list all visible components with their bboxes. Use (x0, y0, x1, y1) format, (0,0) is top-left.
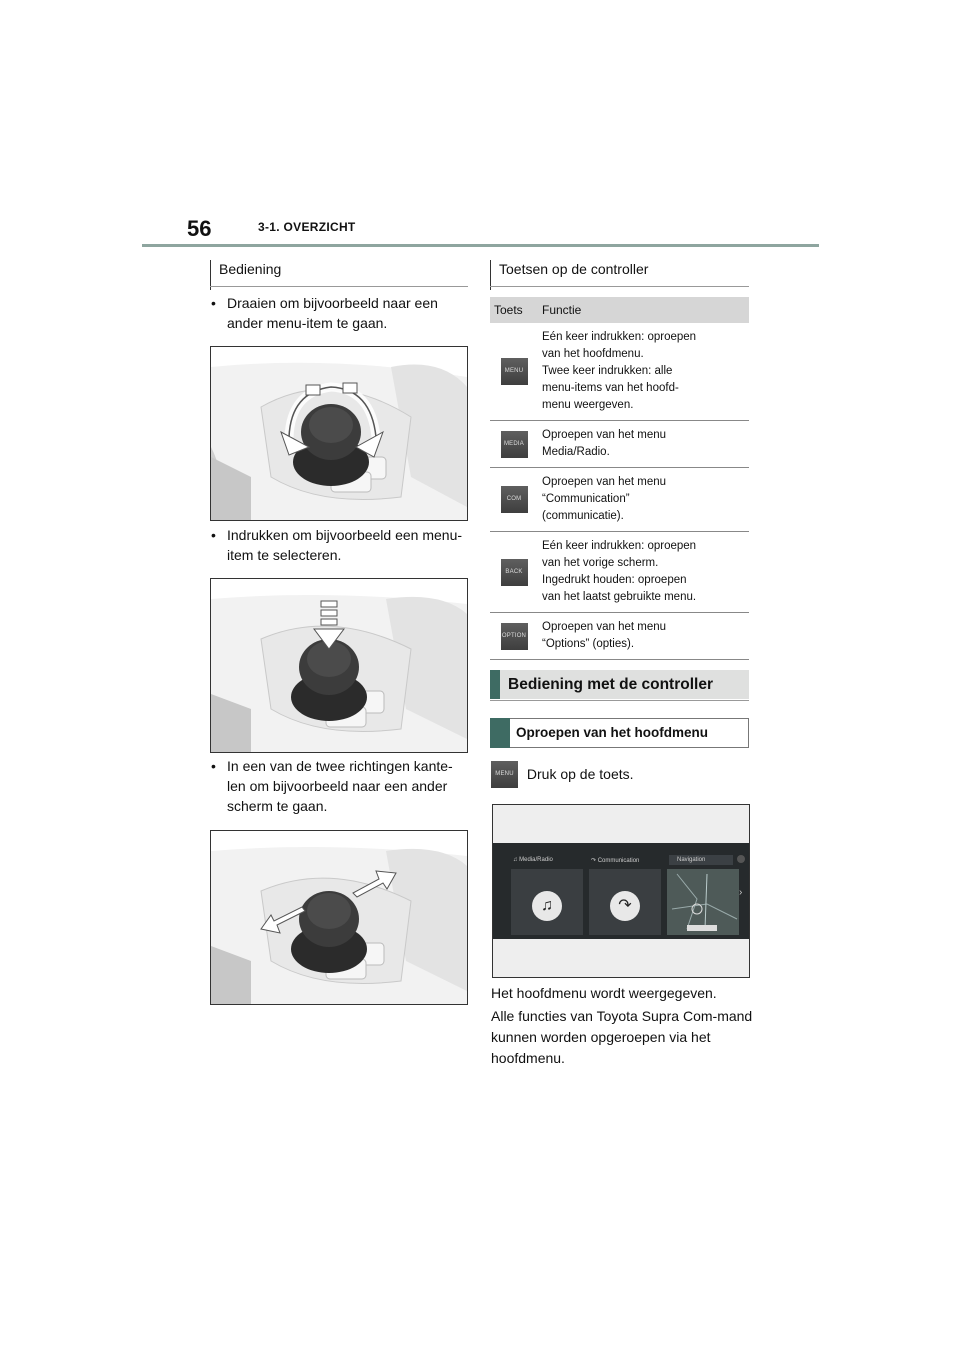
screen-tab-media: ♫ Media/Radio (513, 857, 553, 863)
screen-tab-communication: ↷ Communication (591, 858, 640, 864)
section-heading (490, 670, 749, 699)
section-heading-rule (490, 700, 749, 701)
table-row (490, 613, 749, 660)
left-heading-rule (210, 286, 468, 287)
paragraph-description: Alle functies van Toyota Supra Com-mand kunnen worden opgeroepen via het hoofdmenu. (491, 1008, 753, 1066)
phone-small-icon: ↷ (591, 858, 597, 864)
step-heading (490, 718, 749, 748)
menu-key-icon: MENU (491, 761, 518, 788)
option-key-icon: OPTION (501, 623, 528, 650)
bullet-rotate (211, 293, 469, 333)
row-function: Eén keer indrukken: oproepen van het vorige scherm. Ingedrukt houden: oproepen van het laatst gebruikte menu. (538, 532, 749, 613)
bullet-rotate-text: Draaien om bijvoorbeeld naar een ander menu-item te gaan. (227, 295, 438, 331)
page-number: 56 (187, 216, 212, 241)
bullet-press-text: Indrukken om bijvoorbeeld een menu-item te selecteren. (227, 527, 463, 563)
music-note-icon: ♫ (513, 857, 518, 863)
keys-table-header (490, 297, 749, 323)
table-row (490, 421, 749, 468)
media-key-icon: MEDIA (501, 431, 528, 458)
controller-rotate-image (210, 346, 468, 521)
row-function: Eén keer indrukken: oproepen van het hoofdmenu. Twee keer indrukken: alle menu-items van het hoofd- menu weergeven. (538, 323, 749, 421)
chevron-right-icon: › (739, 887, 743, 898)
keys-col-key: Toets (490, 297, 538, 323)
back-key-icon: BACK (501, 559, 528, 586)
right-heading-text: Toetsen op de controller (499, 261, 649, 277)
media-tile (511, 869, 583, 935)
controller-press-image (210, 578, 468, 753)
controller-tilt-image (210, 830, 468, 1005)
paragraph-result: Het hoofdmenu wordt weergegeven. (491, 985, 717, 1001)
controller-press-illustration (211, 579, 467, 752)
bullet-dot: • (211, 758, 216, 774)
bullet-press (211, 525, 469, 565)
screen-tab-navigation: Navigation (669, 855, 733, 865)
screen-settings-icon (737, 855, 745, 863)
controller-tilt-illustration (211, 831, 467, 1004)
right-heading-rule (490, 286, 749, 287)
phone-icon: ↷ (610, 891, 640, 921)
map-icon (667, 869, 739, 935)
keys-table (490, 297, 749, 660)
main-menu-screen-image (492, 804, 750, 978)
music-note-icon: ♫ (532, 891, 562, 921)
header-rule (142, 244, 819, 247)
section-title: 3-1. OVERZICHT (258, 220, 356, 234)
step-instruction-text: Druk op de toets. (526, 766, 634, 782)
left-heading-text: Bediening (219, 261, 282, 277)
row-function: Oproepen van het menu “Communication” (communicatie). (538, 468, 749, 532)
bullet-tilt-text: In een van de twee richtingen kante-len om bijvoorbeeld naar een ander scherm te gaan. (227, 758, 453, 814)
bullet-dot: • (211, 295, 216, 311)
keys-col-function: Functie (538, 297, 749, 323)
step-heading-bar (490, 718, 510, 748)
table-row (490, 532, 749, 613)
table-row (490, 323, 749, 421)
controller-rotate-illustration (211, 347, 467, 520)
row-function: Oproepen van het menu Media/Radio. (538, 421, 749, 468)
menu-key-icon: MENU (501, 358, 528, 385)
table-row (490, 468, 749, 532)
step-heading-text: Oproepen van het hoofdmenu (516, 725, 709, 740)
screen-display (493, 843, 749, 939)
navigation-tile (667, 869, 739, 935)
communication-tile (589, 869, 661, 935)
bullet-dot: • (211, 527, 216, 543)
section-heading-text: Bediening met de controller (508, 676, 713, 693)
bullet-tilt (211, 756, 469, 816)
com-key-icon: COM (501, 486, 528, 513)
step-instruction (491, 761, 749, 789)
row-function: Oproepen van het menu “Options” (opties). (538, 613, 749, 660)
